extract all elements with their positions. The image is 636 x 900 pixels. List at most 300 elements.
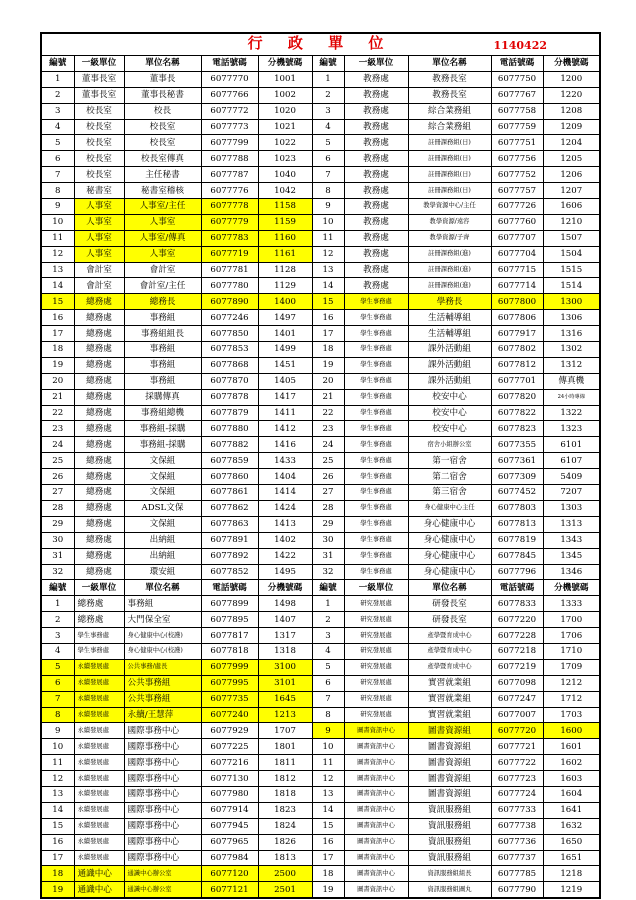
table-cell: 6077723 (491, 771, 543, 787)
table-cell: 1424 (258, 500, 312, 516)
table-cell: 1497 (258, 310, 312, 326)
column-header: 分機號碼 (543, 580, 600, 596)
table-cell: 永續發展處 (74, 818, 124, 834)
table-cell: 身心健康中心 (408, 548, 491, 564)
table-cell: 教學資源中心/主任 (408, 199, 491, 215)
table-cell: 公共事務組 (124, 675, 201, 691)
table-cell: 7 (312, 691, 344, 707)
table-cell: 29 (41, 516, 74, 532)
table-cell: 6077735 (201, 691, 258, 707)
table-cell: 人事室 (74, 199, 124, 215)
table-cell: 1401 (258, 326, 312, 342)
table-cell: 21 (41, 389, 74, 405)
table-cell: 人事室/主任 (124, 199, 201, 215)
table-cell: 1413 (258, 516, 312, 532)
table-cell: 1602 (543, 755, 600, 771)
table-row (41, 278, 600, 294)
table-cell: 第一宿舍 (408, 453, 491, 469)
table-cell: 人事室 (74, 246, 124, 262)
table-cell: 會計室/主任 (124, 278, 201, 294)
table-cell: 1210 (543, 214, 600, 230)
date-label: 1140422 (493, 39, 548, 52)
table-cell: 6077870 (201, 373, 258, 389)
column-header: 一級單位 (344, 56, 408, 72)
table-cell: 6077758 (491, 103, 543, 119)
table-cell: 23 (312, 421, 344, 437)
table-cell: 1812 (258, 771, 312, 787)
table-cell: 6077781 (201, 262, 258, 278)
table-cell: 教務處 (344, 246, 408, 262)
table-row (41, 135, 600, 151)
table-row (41, 628, 600, 644)
table-cell: 9 (312, 199, 344, 215)
table-cell: 1 (312, 71, 344, 87)
table-cell: 1345 (543, 548, 600, 564)
table-cell: 16 (312, 310, 344, 326)
table-cell: 12 (41, 246, 74, 262)
table-cell: 1650 (543, 834, 600, 850)
table-cell: 6077779 (201, 214, 258, 230)
table-cell: 6077720 (491, 723, 543, 739)
table-cell: 7 (312, 167, 344, 183)
table-cell: 身心健康中心 (408, 564, 491, 580)
table-cell: 6077895 (201, 612, 258, 628)
table-cell: 總務處 (74, 294, 124, 310)
table-cell: 事務組 (124, 342, 201, 358)
table-cell: 1208 (543, 103, 600, 119)
table-cell: 教務處 (344, 183, 408, 199)
table-cell: 學務長 (408, 294, 491, 310)
table-cell: 學生事務處 (344, 469, 408, 485)
table-cell: 1515 (543, 262, 600, 278)
table-cell: 1700 (543, 612, 600, 628)
table-cell: 環安組 (124, 564, 201, 580)
table-cell: 文保組 (124, 485, 201, 501)
table-row (41, 183, 600, 199)
table-cell: 1707 (258, 723, 312, 739)
table-cell: 1818 (258, 786, 312, 802)
table-cell: 總務處 (74, 437, 124, 453)
table-cell: 1 (41, 596, 74, 612)
table-cell: 校長室 (74, 151, 124, 167)
table-cell: 身心健康中心 (408, 516, 491, 532)
table-cell: 6077220 (491, 612, 543, 628)
table-row (41, 548, 600, 564)
table-cell: 27 (41, 485, 74, 501)
table-cell: 13 (41, 786, 74, 802)
table-cell: 校長室 (74, 167, 124, 183)
table-cell: 會計室 (124, 262, 201, 278)
table-cell: 教務處 (344, 278, 408, 294)
table-cell: 圖書資訊中心 (344, 834, 408, 850)
table-row (41, 818, 600, 834)
table-cell: 6077361 (491, 453, 543, 469)
table-cell: 6077715 (491, 262, 543, 278)
table-cell: 7 (41, 691, 74, 707)
table-cell: 1604 (543, 786, 600, 802)
table-cell: 國際事務中心 (124, 850, 201, 866)
table-cell: 註冊課務組(日) (408, 135, 491, 151)
table-cell: 1022 (258, 135, 312, 151)
table-cell: 6077853 (201, 342, 258, 358)
table-cell: 實習就業組 (408, 691, 491, 707)
table-cell: 1023 (258, 151, 312, 167)
table-cell: 1333 (543, 596, 600, 612)
table-cell: 1001 (258, 71, 312, 87)
table-cell: 第二宿舍 (408, 469, 491, 485)
table-cell: 總務處 (74, 453, 124, 469)
table-cell: 28 (41, 500, 74, 516)
table-cell: 6107 (543, 453, 600, 469)
table-row (41, 485, 600, 501)
table-cell: 6077917 (491, 326, 543, 342)
table-cell: 研究發展處 (344, 691, 408, 707)
table-cell: 學生事務處 (344, 516, 408, 532)
table-cell: 12 (312, 246, 344, 262)
table-cell: 6077701 (491, 373, 543, 389)
table-cell: 6077787 (201, 167, 258, 183)
table-cell: 第三宿舍 (408, 485, 491, 501)
table-cell: 16 (41, 834, 74, 850)
table-cell: 資訊服務組 (408, 850, 491, 866)
table-cell: 20 (41, 373, 74, 389)
table-cell: 1712 (543, 691, 600, 707)
table-cell: 10 (312, 739, 344, 755)
table-cell: 會計室 (74, 262, 124, 278)
table-cell: 30 (312, 532, 344, 548)
table-cell: 學生事務處 (344, 310, 408, 326)
table-cell: 總務長 (124, 294, 201, 310)
table-row (41, 771, 600, 787)
table-row (41, 71, 600, 87)
table-cell: 事務組 (124, 357, 201, 373)
table-cell: 學生事務處 (344, 453, 408, 469)
table-cell: 學生事務處 (344, 405, 408, 421)
table-cell: 研究發展處 (344, 612, 408, 628)
column-header: 編號 (41, 56, 74, 72)
table-cell: 1021 (258, 119, 312, 135)
table-cell: 國際事務中心 (124, 802, 201, 818)
table-cell: 永續發展處 (74, 802, 124, 818)
table-cell: 11 (41, 755, 74, 771)
table-cell: 學生事務處 (344, 532, 408, 548)
table-cell: 5 (41, 659, 74, 675)
table-cell: 6077736 (491, 834, 543, 850)
table-cell: 事務組 (124, 596, 201, 612)
table-cell: 出納組 (124, 532, 201, 548)
table-cell: 6077216 (201, 755, 258, 771)
table-row (41, 87, 600, 103)
table-cell: 校長室 (124, 135, 201, 151)
table-cell: 9 (41, 199, 74, 215)
table-cell: 總務處 (74, 548, 124, 564)
table-cell: 6077737 (491, 850, 543, 866)
table-cell: 資訊服務組 (408, 802, 491, 818)
table-cell: 學生事務處 (344, 294, 408, 310)
table-cell: 6077750 (491, 71, 543, 87)
table-cell: 圖書資訊中心 (344, 850, 408, 866)
table-cell: 秘書室稽核 (124, 183, 201, 199)
table-row (41, 151, 600, 167)
table-cell: 課外活動組 (408, 357, 491, 373)
table-cell: 1507 (543, 230, 600, 246)
table-cell: 12 (312, 771, 344, 787)
table-cell: 教務長室 (408, 87, 491, 103)
table-cell: 圖書資訊中心 (344, 882, 408, 898)
table-cell: 學生事務處 (344, 437, 408, 453)
table-cell: 註冊課務組(進) (408, 278, 491, 294)
table-cell: 人事室/傳真 (124, 230, 201, 246)
table-cell: 20 (312, 373, 344, 389)
table-cell: 8 (312, 183, 344, 199)
table-cell: 1651 (543, 850, 600, 866)
table-cell: 事務組-採購 (124, 437, 201, 453)
table-cell: 校長室傳真 (124, 151, 201, 167)
table-cell: 6077007 (491, 707, 543, 723)
table-cell: 1161 (258, 246, 312, 262)
table-cell: 1601 (543, 739, 600, 755)
page-title: 行 政 單 位 (247, 34, 394, 52)
table-cell: 6077098 (491, 675, 543, 691)
table-cell: 總務處 (74, 342, 124, 358)
table-cell: 1606 (543, 199, 600, 215)
table-cell: 教務處 (344, 87, 408, 103)
table-cell: 16 (312, 834, 344, 850)
table-cell: 總務處 (74, 469, 124, 485)
table-cell: 1499 (258, 342, 312, 358)
table-cell: 6077812 (491, 357, 543, 373)
table-cell: 1416 (258, 437, 312, 453)
table-cell: 董事長室 (74, 71, 124, 87)
table-cell: 身心健康中心(校護) (124, 628, 201, 644)
table-cell: 6077767 (491, 87, 543, 103)
table-cell: 6077852 (201, 564, 258, 580)
table-cell: 人事室 (124, 214, 201, 230)
table-cell: 事務組總機 (124, 405, 201, 421)
table-cell: 6077878 (201, 389, 258, 405)
table-cell: 6077726 (491, 199, 543, 215)
table-cell: 1405 (258, 373, 312, 389)
table-cell: 6077802 (491, 342, 543, 358)
table-cell: 10 (312, 214, 344, 230)
table-cell: 事務組組長 (124, 326, 201, 342)
table-cell: 總務處 (74, 326, 124, 342)
table-cell: 人事室 (124, 246, 201, 262)
table-cell: 學生事務處 (344, 548, 408, 564)
column-header: 電話號碼 (201, 56, 258, 72)
table-cell: 文保組 (124, 516, 201, 532)
table-cell: 24小時專線 (543, 389, 600, 405)
table-cell: 1404 (258, 469, 312, 485)
table-cell: 生活輔導組 (408, 326, 491, 342)
table-cell: 永續發展處 (74, 786, 124, 802)
table-cell: 25 (41, 453, 74, 469)
table-cell: 1316 (543, 326, 600, 342)
table-row (41, 373, 600, 389)
table-cell: 2501 (258, 882, 312, 898)
table-cell: 6077820 (491, 389, 543, 405)
table-cell: 1212 (543, 675, 600, 691)
table-cell: 13 (312, 786, 344, 802)
table-cell: 6077860 (201, 469, 258, 485)
table-cell: 1706 (543, 628, 600, 644)
table-row (41, 723, 600, 739)
table-cell: 總務處 (74, 373, 124, 389)
table-cell: 1020 (258, 103, 312, 119)
table-cell: 1209 (543, 119, 600, 135)
table-cell: 6077722 (491, 755, 543, 771)
table-cell: 1160 (258, 230, 312, 246)
table-cell: 永續/王慧萍 (124, 707, 201, 723)
table-cell: 17 (41, 326, 74, 342)
table-cell: 6077240 (201, 707, 258, 723)
column-header: 電話號碼 (491, 580, 543, 596)
table-cell: 1600 (543, 723, 600, 739)
table-cell: 6077225 (201, 739, 258, 755)
table-cell: 6077868 (201, 357, 258, 373)
column-header: 一級單位 (74, 56, 124, 72)
table-cell: 公共事務/處長 (124, 659, 201, 675)
table-cell: 6077751 (491, 135, 543, 151)
directory-table (40, 32, 601, 899)
column-header: 一級單位 (344, 580, 408, 596)
table-cell: 31 (41, 548, 74, 564)
table-row (41, 532, 600, 548)
table-cell: 1603 (543, 771, 600, 787)
table-cell: 18 (41, 866, 74, 882)
column-header: 單位名稱 (408, 580, 491, 596)
column-header: 分機號碼 (258, 56, 312, 72)
table-row (41, 755, 600, 771)
table-cell: 圖書資訊中心 (344, 771, 408, 787)
table-cell: 6077760 (491, 214, 543, 230)
table-cell: 圖書資源組 (408, 723, 491, 739)
table-cell: 5 (41, 135, 74, 151)
table-cell: 17 (312, 326, 344, 342)
table-cell: 學生事務處 (344, 485, 408, 501)
table-cell: 3100 (258, 659, 312, 675)
table-cell: 總務處 (74, 516, 124, 532)
table-cell: 1433 (258, 453, 312, 469)
table-cell: 1040 (258, 167, 312, 183)
table-cell: 3 (41, 103, 74, 119)
table-cell: 6077246 (201, 310, 258, 326)
table-cell: 教務處 (344, 103, 408, 119)
table-cell: 教務處 (344, 151, 408, 167)
table-cell: 產學暨育成中心 (408, 659, 491, 675)
table-cell: 6077984 (201, 850, 258, 866)
table-cell: 人事室 (74, 230, 124, 246)
table-row (41, 453, 600, 469)
table-row (41, 882, 600, 898)
table-cell: 6077879 (201, 405, 258, 421)
table-cell: 6077130 (201, 771, 258, 787)
table-cell: 總務處 (74, 485, 124, 501)
table-cell: 國際事務中心 (124, 771, 201, 787)
table-cell: 圖書資源組 (408, 739, 491, 755)
table-cell: 身心健康中心(校護) (124, 643, 201, 659)
table-cell: 6077929 (201, 723, 258, 739)
table-cell: 6077759 (491, 119, 543, 135)
table-cell: 校長室 (124, 119, 201, 135)
table-cell: 15 (41, 294, 74, 310)
table-cell: 14 (312, 802, 344, 818)
table-cell: 19 (41, 357, 74, 373)
table-cell: 大門保全室 (124, 612, 201, 628)
table-cell: 2 (41, 612, 74, 628)
table-cell: 學生事務處 (344, 373, 408, 389)
table-cell: 教學資源/遠容 (408, 214, 491, 230)
table-row (41, 612, 600, 628)
table-cell: 19 (41, 882, 74, 898)
table-row (41, 802, 600, 818)
table-cell: 研發長室 (408, 612, 491, 628)
table-cell: 1218 (543, 866, 600, 882)
table-cell: 31 (312, 548, 344, 564)
table-cell: 1400 (258, 294, 312, 310)
table-cell: 1207 (543, 183, 600, 199)
table-cell: 6077785 (491, 866, 543, 882)
table-cell: 永續發展處 (74, 739, 124, 755)
table-cell: 資訊服務組 (408, 834, 491, 850)
table-cell: 永續發展處 (74, 675, 124, 691)
table-cell: 圖書資訊中心 (344, 755, 408, 771)
table-cell: 6 (41, 151, 74, 167)
table-cell: 6077121 (201, 882, 258, 898)
table-cell: 6077704 (491, 246, 543, 262)
table-cell: 4 (312, 119, 344, 135)
table-cell: 圖書資訊中心 (344, 723, 408, 739)
table-cell: 總務處 (74, 532, 124, 548)
table-cell: 事務組 (124, 373, 201, 389)
table-cell: 6077890 (201, 294, 258, 310)
table-cell: 綜合業務組 (408, 119, 491, 135)
table-cell: 6077752 (491, 167, 543, 183)
table-cell: 6077756 (491, 151, 543, 167)
table-cell: 6077770 (201, 71, 258, 87)
table-row (41, 516, 600, 532)
table-row (41, 675, 600, 691)
table-cell: 國際事務中心 (124, 786, 201, 802)
table-cell: 19 (312, 882, 344, 898)
table-cell: 6077833 (491, 596, 543, 612)
table-cell: 國際事務中心 (124, 755, 201, 771)
table-row (41, 246, 600, 262)
column-header: 電話號碼 (201, 580, 258, 596)
table-row (41, 866, 600, 882)
table-cell: 註冊課務組(進) (408, 246, 491, 262)
table-cell: 圖書資源組 (408, 771, 491, 787)
table-cell: 6077892 (201, 548, 258, 564)
table-cell: 16 (41, 310, 74, 326)
table-cell: 14 (312, 278, 344, 294)
table-cell: 1200 (543, 71, 600, 87)
table-cell: 1313 (543, 516, 600, 532)
title-cell (41, 33, 600, 56)
table-cell: 校長室 (74, 103, 124, 119)
table-cell: 1213 (258, 707, 312, 723)
table-cell: 6077772 (201, 103, 258, 119)
table-cell: 6077790 (491, 882, 543, 898)
table-row (41, 421, 600, 437)
table-cell: 1813 (258, 850, 312, 866)
table-cell: 總務處 (74, 389, 124, 405)
table-cell: 永續發展處 (74, 771, 124, 787)
table-cell: 產學暨育成中心 (408, 643, 491, 659)
table-cell: 1317 (258, 628, 312, 644)
table-cell: 研究發展處 (344, 659, 408, 675)
table-cell: 6 (312, 151, 344, 167)
